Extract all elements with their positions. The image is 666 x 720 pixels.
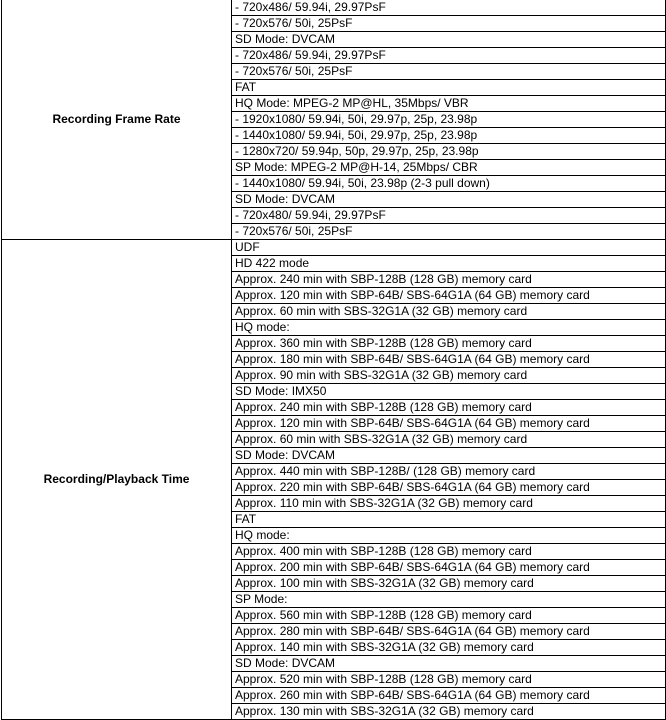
spec-value-cell: Approx. 60 min with SBS-32G1A (32 GB) memory card (232, 304, 666, 320)
spec-value-cell: Approx. 120 min with SBP-64B/ SBS-64G1A (64 GB) memory card (232, 416, 666, 432)
spec-value-cell: Approx. 240 min with SBP-128B (128 GB) memory card (232, 272, 666, 288)
spec-value-cell: - 720x480/ 59.94i, 29.97PsF (232, 208, 666, 224)
spec-value-cell: - 720x576/ 50i, 25PsF (232, 16, 666, 32)
spec-value-cell: Approx. 180 min with SBP-64B/ SBS-64G1A (64 GB) memory card (232, 352, 666, 368)
spec-value-cell: Approx. 220 min with SBP-64B/ SBS-64G1A (64 GB) memory card (232, 480, 666, 496)
spec-value-cell: Approx. 130 min with SBS-32G1A (32 GB) memory card (232, 704, 666, 720)
table-row (2, 0, 666, 16)
spec-value-cell: Approx. 360 min with SBP-128B (128 GB) memory card (232, 336, 666, 352)
spec-value-cell: HQ mode: (232, 528, 666, 544)
spec-value-cell: Approx. 110 min with SBS-32G1A (32 GB) memory card (232, 496, 666, 512)
spec-value-cell: SP Mode: (232, 592, 666, 608)
spec-value-cell: - 720x576/ 50i, 25PsF (232, 64, 666, 80)
spec-value-cell: - 1440x1080/ 59.94i, 50i, 23.98p (2-3 pull down) (232, 176, 666, 192)
spec-value-cell: SD Mode: DVCAM (232, 448, 666, 464)
spec-value-cell: Approx. 60 min with SBS-32G1A (32 GB) memory card (232, 432, 666, 448)
spec-value-cell: Approx. 280 min with SBP-64B/ SBS-64G1A (64 GB) memory card (232, 624, 666, 640)
spec-value-cell: SD Mode: IMX50 (232, 384, 666, 400)
spec-value-cell: Approx. 140 min with SBS-32G1A (32 GB) memory card (232, 640, 666, 656)
spec-value-cell: - 1280x720/ 59.94p, 50p, 29.97p, 25p, 23.98p (232, 144, 666, 160)
spec-value-cell: FAT (232, 80, 666, 96)
spec-value-cell: SP Mode: MPEG-2 MP@H-14, 25Mbps/ CBR (232, 160, 666, 176)
spec-value-cell: Approx. 440 min with SBP-128B/ (128 GB) memory card (232, 464, 666, 480)
spec-value-cell: Approx. 240 min with SBP-128B (128 GB) memory card (232, 400, 666, 416)
spec-value-cell: FAT (232, 512, 666, 528)
spec-value-cell: Approx. 90 min with SBS-32G1A (32 GB) memory card (232, 368, 666, 384)
spec-value-cell: Approx. 200 min with SBP-64B/ SBS-64G1A (64 GB) memory card (232, 560, 666, 576)
spec-value-cell: SD Mode: DVCAM (232, 192, 666, 208)
spec-table-body (2, 0, 666, 720)
spec-value-cell: SD Mode: DVCAM (232, 32, 666, 48)
spec-table (1, 0, 666, 720)
section-label: Recording/Playback Time (2, 240, 232, 720)
table-row (2, 240, 666, 256)
spec-value-cell: HQ Mode: MPEG-2 MP@HL, 35Mbps/ VBR (232, 96, 666, 112)
spec-value-cell: - 720x576/ 50i, 25PsF (232, 224, 666, 240)
spec-value-cell: UDF (232, 240, 666, 256)
spec-value-cell: Approx. 260 min with SBP-64B/ SBS-64G1A (64 GB) memory card (232, 688, 666, 704)
section-label: Recording Frame Rate (2, 0, 232, 240)
spec-value-cell: Approx. 560 min with SBP-128B (128 GB) memory card (232, 608, 666, 624)
spec-value-cell: Approx. 520 min with SBP-128B (128 GB) memory card (232, 672, 666, 688)
spec-value-cell: SD Mode: DVCAM (232, 656, 666, 672)
spec-value-cell: Approx. 100 min with SBS-32G1A (32 GB) memory card (232, 576, 666, 592)
spec-value-cell: HD 422 mode (232, 256, 666, 272)
spec-value-cell: - 1920x1080/ 59.94i, 50i, 29.97p, 25p, 23.98p (232, 112, 666, 128)
spec-value-cell: Approx. 400 min with SBP-128B (128 GB) memory card (232, 544, 666, 560)
spec-value-cell: HQ mode: (232, 320, 666, 336)
spec-value-cell: - 720x486/ 59.94i, 29.97PsF (232, 48, 666, 64)
spec-value-cell: Approx. 120 min with SBP-64B/ SBS-64G1A (64 GB) memory card (232, 288, 666, 304)
spec-value-cell: - 720x486/ 59.94i, 29.97PsF (232, 0, 666, 16)
spec-value-cell: - 1440x1080/ 59.94i, 50i, 29.97p, 25p, 23.98p (232, 128, 666, 144)
